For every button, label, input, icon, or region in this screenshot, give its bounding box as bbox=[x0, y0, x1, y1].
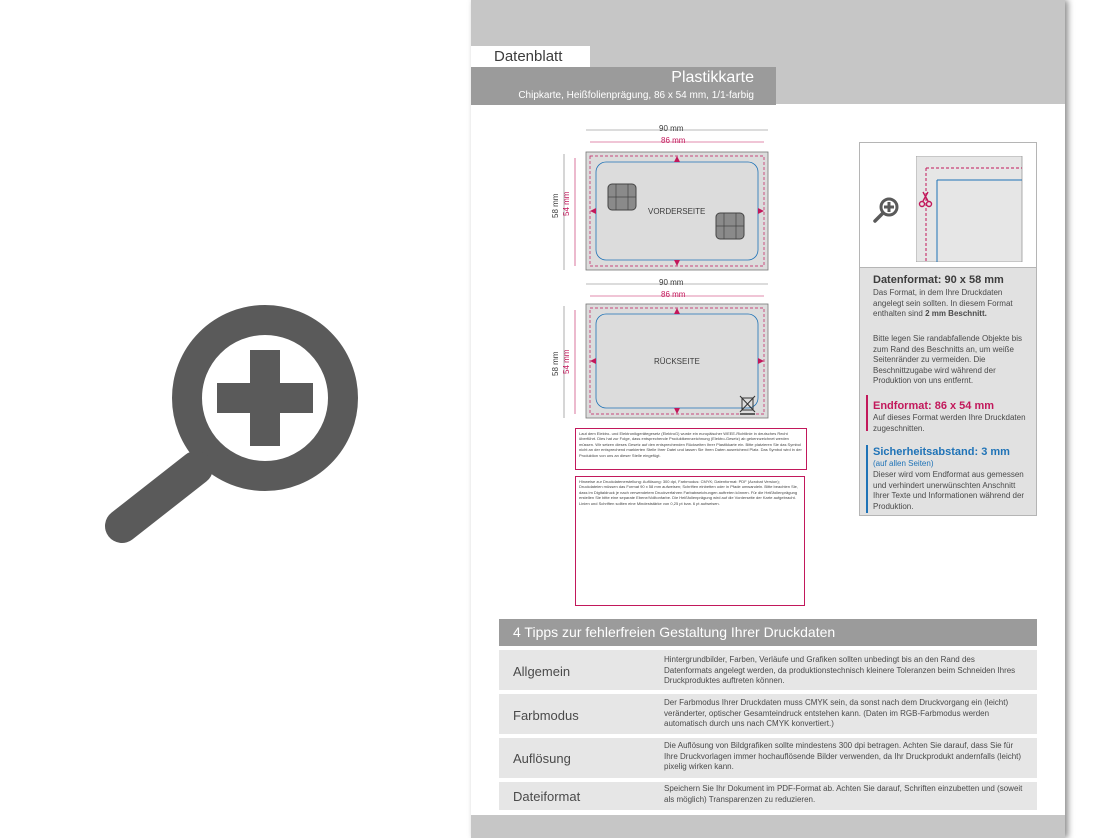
tip-row bbox=[499, 782, 1037, 812]
datenblatt-tab: Datenblatt bbox=[471, 46, 590, 67]
front-width-outer: 90 mm bbox=[659, 124, 684, 133]
back-width-outer: 90 mm bbox=[659, 278, 684, 287]
page-title: Plastikkarte bbox=[671, 69, 754, 86]
datenformat-title: Datenformat: 90 x 58 mm bbox=[873, 274, 1004, 286]
safety-title: Sicherheitsabstand: 3 mm bbox=[873, 446, 1010, 458]
safety-subtitle: (auf allen Seiten) bbox=[873, 459, 934, 468]
print-hints-note: Hinweise zur Druckdatenerstellung: Auflösung: 300 dpi, Farbmodus: CMYK; Datenformat: PDF (Acrobat Version); Druckdateien müssen das Format 90 x 58 mm aufweisen; Schriften einbetten oder in Pfade umwandeln. Bitte beachten Sie, dass im Digitaldruck je nach verwendetem Druckverfahren Farbabweichungen auftreten können. Für die Heißfolienprägung erstellen Sie bitte eine separate Ebene/Volltonfarbe. Die Heißfolienprägung wird auf die Vorderseite der Karte aufgebracht. Linien und Schriften sollten eine Mindeststärke von 0,25 pt bzw. 6 pt aufweisen. bbox=[575, 476, 805, 606]
datenformat-text: Das Format, in dem Ihre Druckdaten angelegt sein sollten. In diesem Format enthalten sind 2 mm Beschnitt. bbox=[873, 288, 1013, 318]
tip-text: Hintergrundbilder, Farben, Verläufe und Grafiken sollten unbedingt bis an den Rand des Datenformats angelegt werden, da produktionstechnisch kleinere Toleranzen beim Schneiden Ihres Druckproduktes auftreten können. bbox=[664, 655, 1016, 686]
tip-label: Farbmodus bbox=[513, 708, 579, 723]
bleed-text: Bitte legen Sie randabfallende Objekte bis zum Rand des Beschnitts an, um weiße Seitenränder zu vermeiden. Die Beschnittzugabe wird während der Produktion von uns entfernt. bbox=[873, 334, 1022, 385]
tip-text: Der Farbmodus Ihrer Druckdaten muss CMYK sein, da sonst nach dem Druckvorgang ein (leicht) veränderter, optischer Gesamteindruck entstehen kann. (Daten im RGB-Farbmodus werden automatisch durch uns nach CMYK konvertiert.) bbox=[664, 698, 1009, 729]
endformat-title: Endformat: 86 x 54 mm bbox=[873, 400, 995, 412]
back-label: RÜCKSEITE bbox=[654, 357, 700, 366]
tip-row bbox=[499, 738, 1037, 780]
tips-title: 4 Tipps zur fehlerfreien Gestaltung Ihrer Druckdaten bbox=[513, 624, 836, 640]
tip-label: Allgemein bbox=[513, 664, 571, 679]
chip-icon bbox=[716, 213, 744, 239]
front-width-inner: 86 mm bbox=[661, 136, 686, 145]
info-panel bbox=[859, 142, 1037, 516]
endformat-text: Auf dieses Format werden Ihre Druckdaten zugeschnitten. bbox=[873, 413, 1026, 433]
tip-text: Die Auflösung von Bildgrafiken sollte mindestens 300 dpi betragen. Achten Sie darauf, dass Sie für Ihre Druckvorlagen immer hochauflösende Bilder verwenden, da Ihr Druckprodukt andernfalls (leicht) pixelig wirken kann. bbox=[664, 741, 1022, 772]
datasheet-page bbox=[471, 0, 1065, 838]
front-label: VORDERSEITE bbox=[648, 207, 706, 216]
detail-crop bbox=[916, 156, 1024, 262]
back-height-outer: 58 mm bbox=[551, 351, 560, 376]
tip-row bbox=[499, 650, 1037, 692]
zoom-in-icon[interactable] bbox=[872, 195, 902, 225]
zoom-in-icon[interactable] bbox=[100, 268, 360, 548]
footer-band bbox=[471, 815, 1065, 838]
back-height-inner: 54 mm bbox=[562, 349, 571, 374]
info-thumbnail bbox=[860, 143, 1036, 268]
safety-marker bbox=[866, 445, 868, 513]
back-width-inner: 86 mm bbox=[661, 290, 686, 299]
front-height-inner: 54 mm bbox=[562, 191, 571, 216]
tip-label: Dateiformat bbox=[513, 789, 581, 804]
title-band bbox=[471, 67, 776, 105]
tips-header bbox=[499, 619, 1037, 646]
front-height-outer: 58 mm bbox=[551, 193, 560, 218]
tip-text: Speichern Sie Ihr Dokument im PDF-Format ab. Achten Sie darauf, Schriften einzubetten und (soweit als möglich) Transparenzen zu reduzieren. bbox=[664, 784, 1023, 804]
page-subtitle: Chipkarte, Heißfolienprägung, 86 x 54 mm, 1/1-farbig bbox=[518, 90, 754, 101]
tip-row bbox=[499, 694, 1037, 736]
endformat-marker bbox=[866, 395, 868, 431]
weee-note: Laut dem Elektro- und Elektronikgerätegesetz (ElektroG) wurde ein europäischer WEEE-Richtlinie in deutsches Recht überführt. Dies hat zur Folge, dass entsprechende Produktkennzeichnung (Elektro-Gesetz) ab gekennzeichnet werden müssen. Wir setzen dieses Gesetz auf den entsprechenden Rückseiten Ihrer Plastikkarte ein. Bitte platzieren Sie das Symbol nicht an der entsprechend markierten Stelle Ihrer Datei und lassen Sie Ihren Daten ausreichend Platz. Das Symbol wird in der Produktion von uns an dieser Stelle eingefügt. bbox=[575, 428, 807, 470]
chip-icon bbox=[608, 184, 636, 210]
tip-label: Auflösung bbox=[513, 751, 571, 766]
safety-text: Dieser wird vom Endformat aus gemessen und verhindert unerwünschten Anschnitt Ihrer Texte und Informationen während der Produktion. bbox=[873, 470, 1025, 511]
